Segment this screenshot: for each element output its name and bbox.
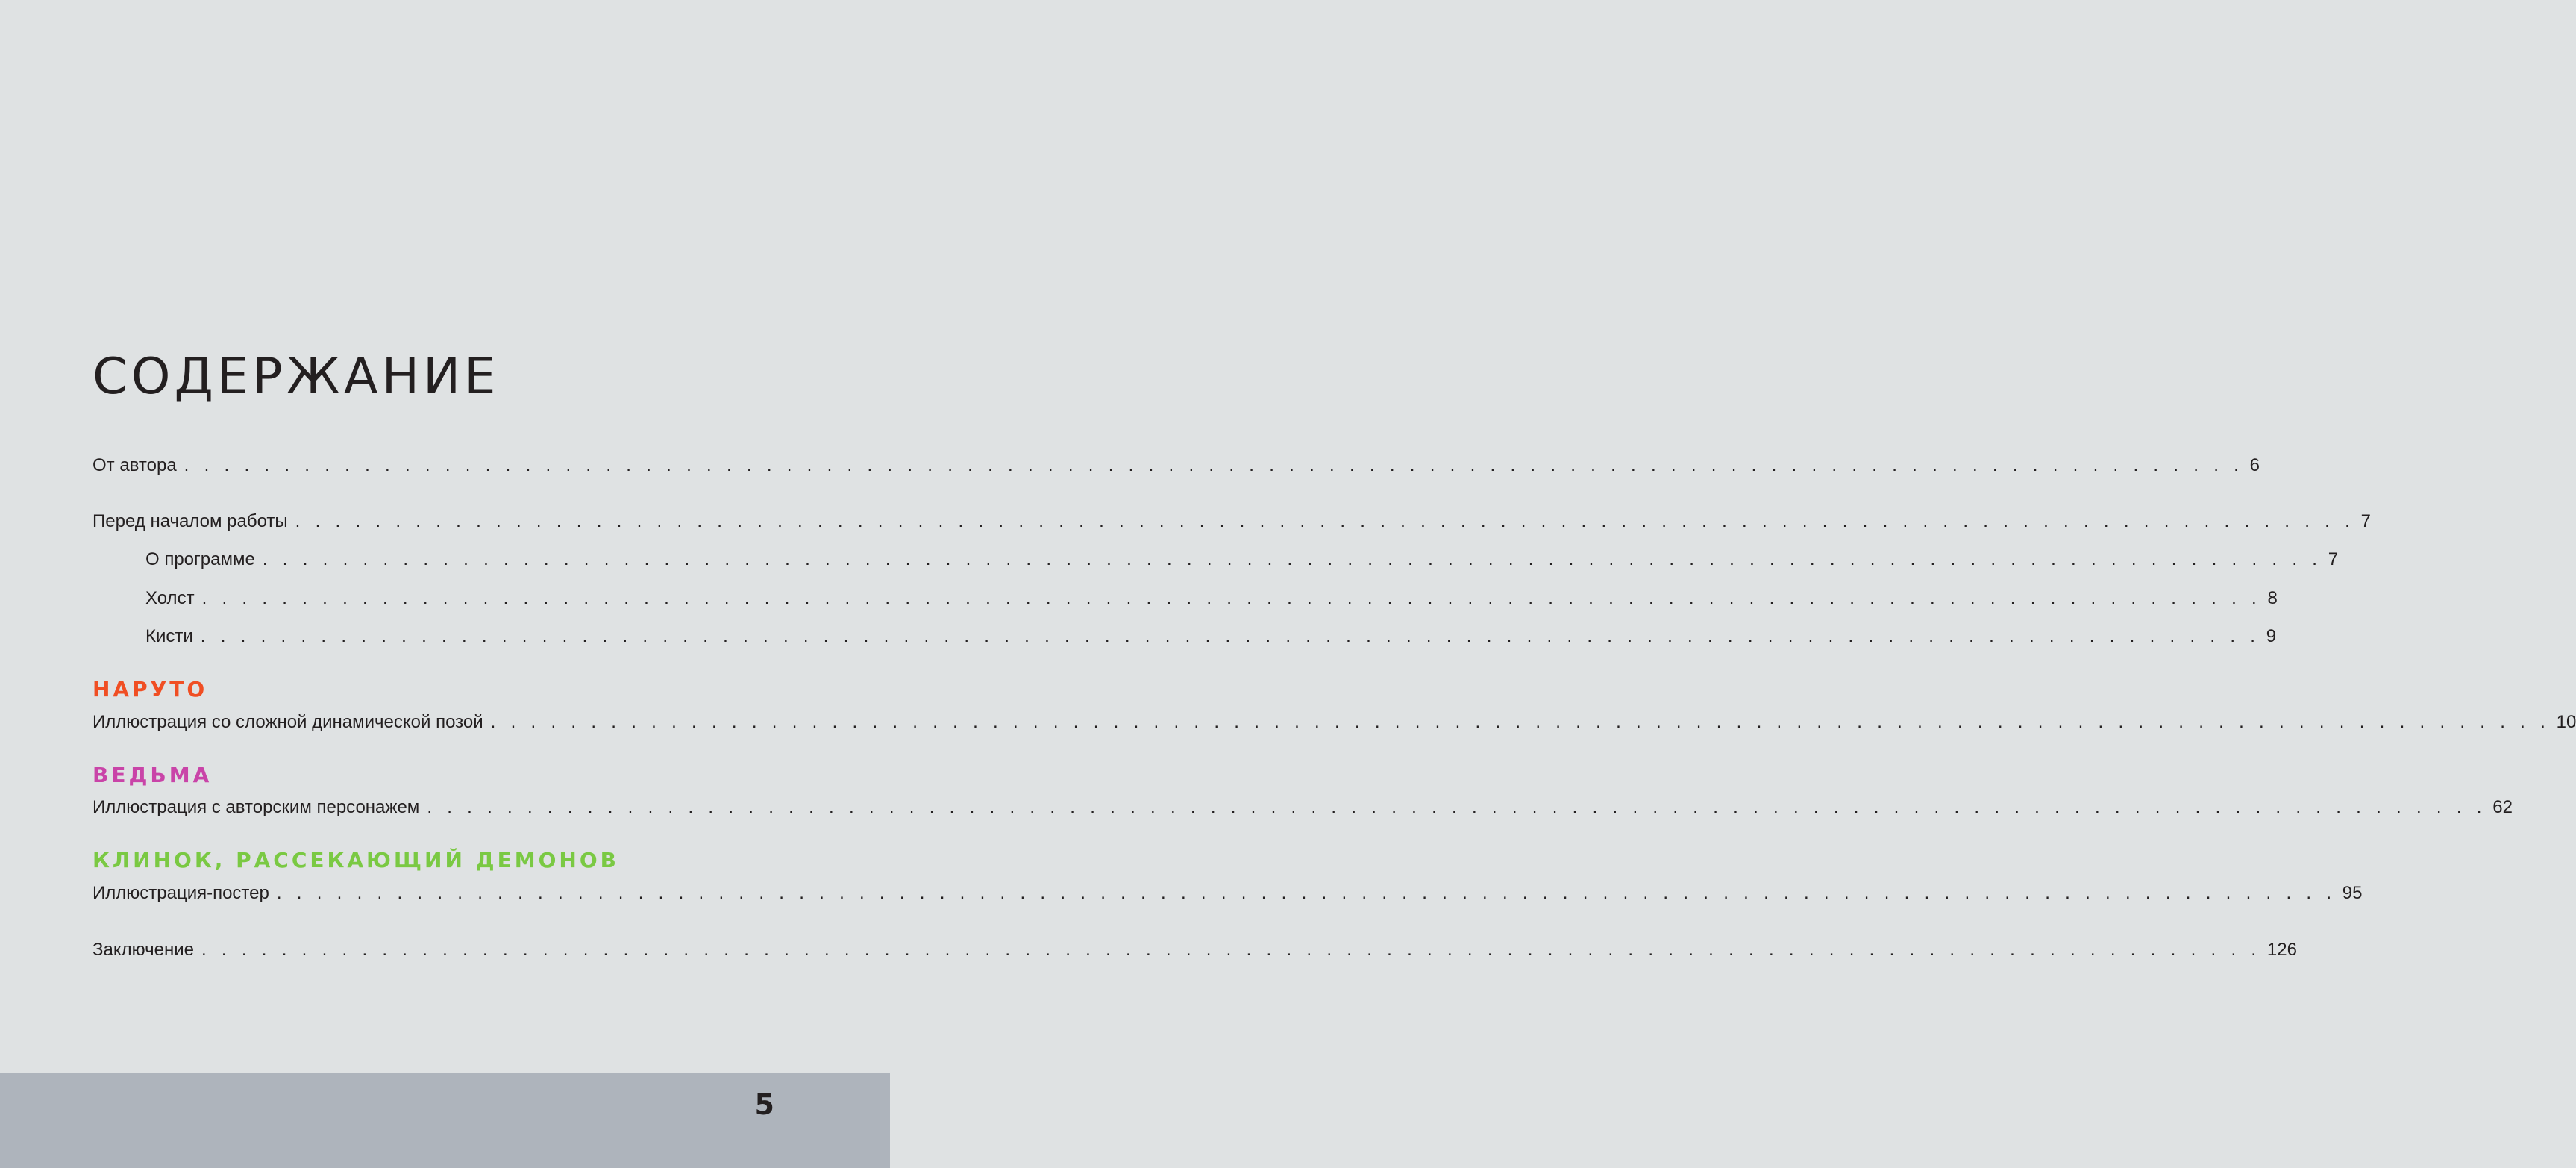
toc-entry-demon-slayer-poster[interactable] [93, 881, 2363, 905]
dot-leader: . . . . . . . . . . . . . . . . . . . . . . . . . . . . . . . . . . . . . . . . . . . . . . . . . . . . . . . . . . . . . . . . . . . . . . . . . . . . . . . . . . . . . . . . . . . . . . . . . . . . . . . [276, 883, 2337, 903]
section-heading-witch: ВЕДЬМА [93, 763, 213, 787]
toc-entry-label: От автора [93, 455, 177, 475]
toc-entry-label: Иллюстрация с авторским персонажем [93, 797, 420, 817]
toc-entry-label: Кисти [145, 626, 193, 646]
toc-entry-naruto-illustration[interactable] [93, 711, 2576, 734]
toc-page-number: 9 [2266, 626, 2277, 646]
dot-leader: . . . . . . . . . . . . . . . . . . . . . . . . . . . . . . . . . . . . . . . . . . . . . . . . . . . . . . . . . . . . . . . . . . . . . . . . . . . . . . . . . . . . . . . . . . . . . . . . . . . . . . . [295, 511, 2355, 531]
section-heading-naruto: НАРУТО [93, 677, 208, 702]
page-number: 5 [754, 1088, 774, 1121]
dot-leader: . . . . . . . . . . . . . . . . . . . . . . . . . . . . . . . . . . . . . . . . . . . . . . . . . . . . . . . . . . . . . . . . . . . . . . . . . . . . . . . . . . . . . . . . . . . . . . . . . . . . . . . [262, 549, 2322, 569]
dot-leader: . . . . . . . . . . . . . . . . . . . . . . . . . . . . . . . . . . . . . . . . . . . . . . . . . . . . . . . . . . . . . . . . . . . . . . . . . . . . . . . . . . . . . . . . . . . . . . . . . . . . . . . [490, 712, 2551, 732]
toc-entry-before-start[interactable] [93, 510, 2371, 534]
toc-page-number: 7 [2328, 549, 2339, 569]
toc-entry-canvas[interactable] [145, 587, 2278, 610]
toc-page-number: 95 [2342, 883, 2363, 903]
toc-entry-label: Иллюстрация со сложной динамической позой [93, 712, 483, 732]
toc-page-number: 6 [2249, 455, 2260, 475]
toc-entry-label: Холст [145, 588, 195, 608]
dot-leader: . . . . . . . . . . . . . . . . . . . . . . . . . . . . . . . . . . . . . . . . . . . . . . . . . . . . . . . . . . . . . . . . . . . . . . . . . . . . . . . . . . . . . . . . . . . . . . . . . . . . . . . [427, 797, 2487, 817]
toc-entry-label: Иллюстрация-постер [93, 883, 269, 903]
toc-entry-witch-illustration[interactable] [93, 796, 2513, 819]
toc-page-number: 126 [2266, 940, 2297, 960]
dot-leader: . . . . . . . . . . . . . . . . . . . . . . . . . . . . . . . . . . . . . . . . . . . . . . . . . . . . . . . . . . . . . . . . . . . . . . . . . . . . . . . . . . . . . . . . . . . . . . . . . . . . . . . [201, 588, 2262, 608]
footer-bar [0, 1073, 890, 1168]
toc-entry-from-author[interactable] [93, 454, 2260, 478]
toc-page-number: 10 [2556, 712, 2576, 732]
toc-entry-label: Заключение [93, 940, 194, 960]
toc-entry-about-program[interactable] [145, 548, 2339, 572]
dot-leader: . . . . . . . . . . . . . . . . . . . . . . . . . . . . . . . . . . . . . . . . . . . . . . . . . . . . . . . . . . . . . . . . . . . . . . . . . . . . . . . . . . . . . . . . . . . . . . . . . . . . . . . [200, 626, 2260, 646]
dot-leader: . . . . . . . . . . . . . . . . . . . . . . . . . . . . . . . . . . . . . . . . . . . . . . . . . . . . . . . . . . . . . . . . . . . . . . . . . . . . . . . . . . . . . . . . . . . . . . . . . . . . . . . [201, 940, 2261, 960]
toc-page-number: 62 [2492, 797, 2513, 817]
toc-entry-conclusion[interactable] [93, 938, 2297, 962]
toc-page-number: 7 [2360, 511, 2371, 531]
section-heading-demon-slayer: КЛИНОК, РАССЕКАЮЩИЙ ДЕМОНОВ [93, 848, 619, 872]
page-title: СОДЕРЖАНИЕ [93, 347, 500, 405]
dot-leader: . . . . . . . . . . . . . . . . . . . . . . . . . . . . . . . . . . . . . . . . . . . . . . . . . . . . . . . . . . . . . . . . . . . . . . . . . . . . . . . . . . . . . . . . . . . . . . . . . . . . . . . [184, 455, 2244, 475]
toc-entry-label: Перед началом работы [93, 511, 288, 531]
toc-entry-brushes[interactable] [145, 625, 2277, 649]
toc-entry-label: О программе [145, 549, 255, 569]
toc-page-number: 8 [2267, 588, 2278, 608]
